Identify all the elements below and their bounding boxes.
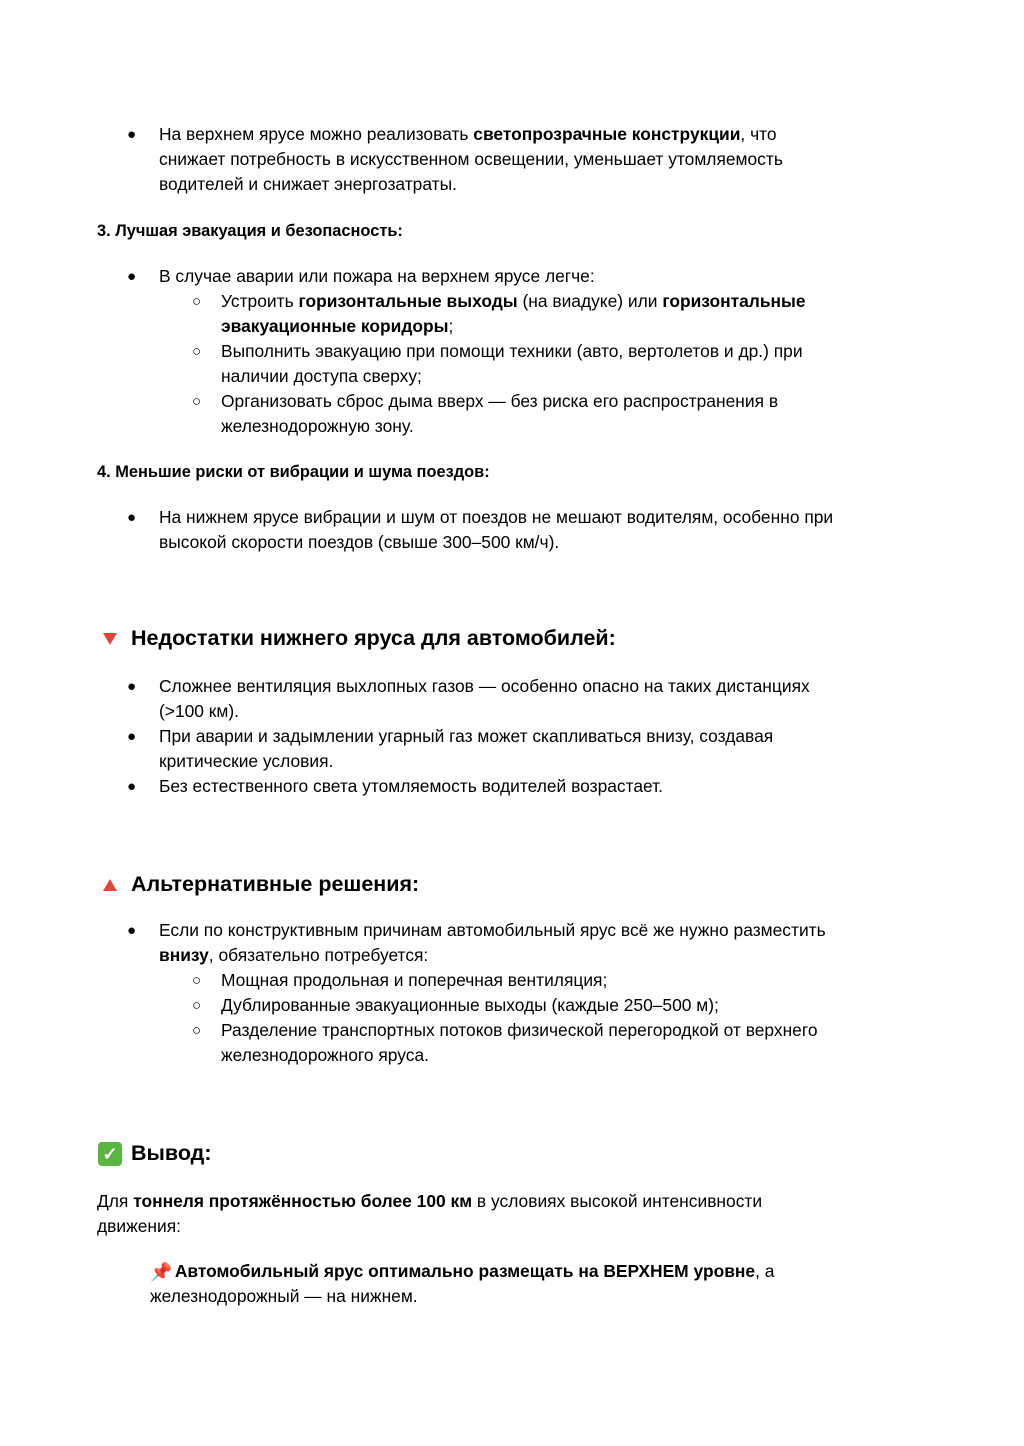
heading-text: Вывод: (131, 1141, 212, 1165)
red-triangle-down-icon (97, 624, 123, 652)
top-bullet-line-1 (159, 122, 777, 147)
bullet-dot: ● (127, 778, 137, 795)
sub-bullet-circle: ○ (192, 293, 202, 310)
top-bullet-line-3: водителей и снижает энергозатраты. (159, 174, 457, 194)
bullet-dot: ● (127, 678, 137, 695)
sub-bullet-circle: ○ (192, 997, 202, 1014)
disadvantage-1-line-1: Сложнее вентиляция выхлопных газов — особенно опасно на таких дистанциях (159, 676, 810, 696)
alternatives-heading (97, 870, 419, 898)
conclusion-callout-line-1 (150, 1259, 774, 1285)
alternatives-sub-2: Дублированные эвакуационные выходы (каждые 250–500 м); (221, 995, 719, 1015)
sub-bullet-circle: ○ (192, 1022, 202, 1039)
bullet-dot: ● (127, 509, 137, 526)
disadvantage-2-line-2: критические условия. (159, 751, 334, 771)
text: Устроить (221, 291, 299, 311)
pushpin-icon: 📌 (150, 1261, 173, 1282)
disadvantages-heading (97, 624, 616, 652)
bold-text: горизонтальные (662, 291, 806, 311)
alternatives-bullet-line-1: Если по конструктивным причинам автомобильный ярус всё же нужно разместить (159, 920, 826, 940)
conclusion-callout-line-2: железнодорожный — на нижнем. (150, 1286, 418, 1306)
conclusion-heading (97, 1139, 211, 1167)
top-bullet-line-2: снижает потребность в искусственном освещении, уменьшает утомляемость (159, 149, 783, 169)
bullet-dot: ● (127, 922, 137, 939)
text: (на виадуке) или (517, 291, 663, 311)
disadvantage-1-line-2: (>100 км). (159, 701, 239, 721)
text: , что (740, 124, 777, 144)
section-3-sub-3-line-1: Организовать сброс дыма вверх — без риска его распространения в (221, 391, 779, 411)
alternatives-sub-3-line-1: Разделение транспортных потоков физической перегородкой от верхнего (221, 1020, 818, 1040)
section-3-heading: 3. Лучшая эвакуация и безопасность: (97, 222, 403, 240)
text: Для (97, 1191, 134, 1211)
section-4-bullet-line-1: На нижнем ярусе вибрации и шум от поездов не мешают водителям, особенно при (159, 507, 834, 527)
bullet-dot: ● (127, 728, 137, 745)
alternatives-bullet-line-2 (159, 943, 428, 968)
text: в условиях высокой интенсивности (472, 1191, 763, 1211)
bullet-dot: ● (127, 126, 137, 143)
section-4-heading: 4. Меньшие риски от вибрации и шума поездов: (97, 463, 490, 481)
conclusion-paragraph-line-1 (97, 1189, 762, 1214)
bold-text: светопрозрачные конструкции (473, 124, 741, 144)
sub-bullet-circle: ○ (192, 972, 202, 989)
conclusion-paragraph-line-2: движения: (97, 1216, 181, 1236)
heading-text: Недостатки нижнего яруса для автомобилей: (131, 626, 616, 650)
section-4-bullet-line-2: высокой скорости поездов (свыше 300–500 км/ч). (159, 532, 560, 552)
text: , обязательно потребуется: (208, 945, 429, 965)
check-mark-icon: ✓ (97, 1139, 123, 1167)
section-3-sub-2-line-2: наличии доступа сверху; (221, 366, 422, 386)
section-3-sub-2-line-1: Выполнить эвакуацию при помощи техники (авто, вертолетов и др.) при (221, 341, 803, 361)
bold-text: тоннеля протяжённостью более 100 км (133, 1191, 473, 1211)
disadvantage-2-line-1: При аварии и задымлении угарный газ может скапливаться внизу, создавая (159, 726, 774, 746)
bold-text: Автомобильный ярус оптимально размещать на ВЕРХНЕМ уровне (174, 1261, 756, 1281)
text: На верхнем ярусе можно реализовать (159, 124, 474, 144)
text: , а (755, 1261, 775, 1281)
bold-text: эвакуационные коридоры (221, 316, 449, 336)
section-3-sub-1-line-1 (221, 289, 806, 314)
disadvantage-3: Без естественного света утомляемость водителей возрастает. (159, 776, 664, 796)
section-3-bullet: В случае аварии или пожара на верхнем ярусе легче: (159, 266, 595, 286)
text: ; (448, 316, 454, 336)
bullet-dot: ● (127, 268, 137, 285)
sub-bullet-circle: ○ (192, 343, 202, 360)
alternatives-sub-3-line-2: железнодорожного яруса. (221, 1045, 429, 1065)
heading-text: Альтернативные решения: (131, 872, 420, 896)
alternatives-sub-1: Мощная продольная и поперечная вентиляция; (221, 970, 608, 990)
section-3-sub-3-line-2: железнодорожную зону. (221, 416, 414, 436)
red-triangle-up-icon (97, 870, 123, 898)
section-3-sub-1-line-2 (221, 314, 453, 339)
sub-bullet-circle: ○ (192, 393, 202, 410)
bold-text: горизонтальные выходы (298, 291, 518, 311)
bold-text: внизу (159, 945, 209, 965)
